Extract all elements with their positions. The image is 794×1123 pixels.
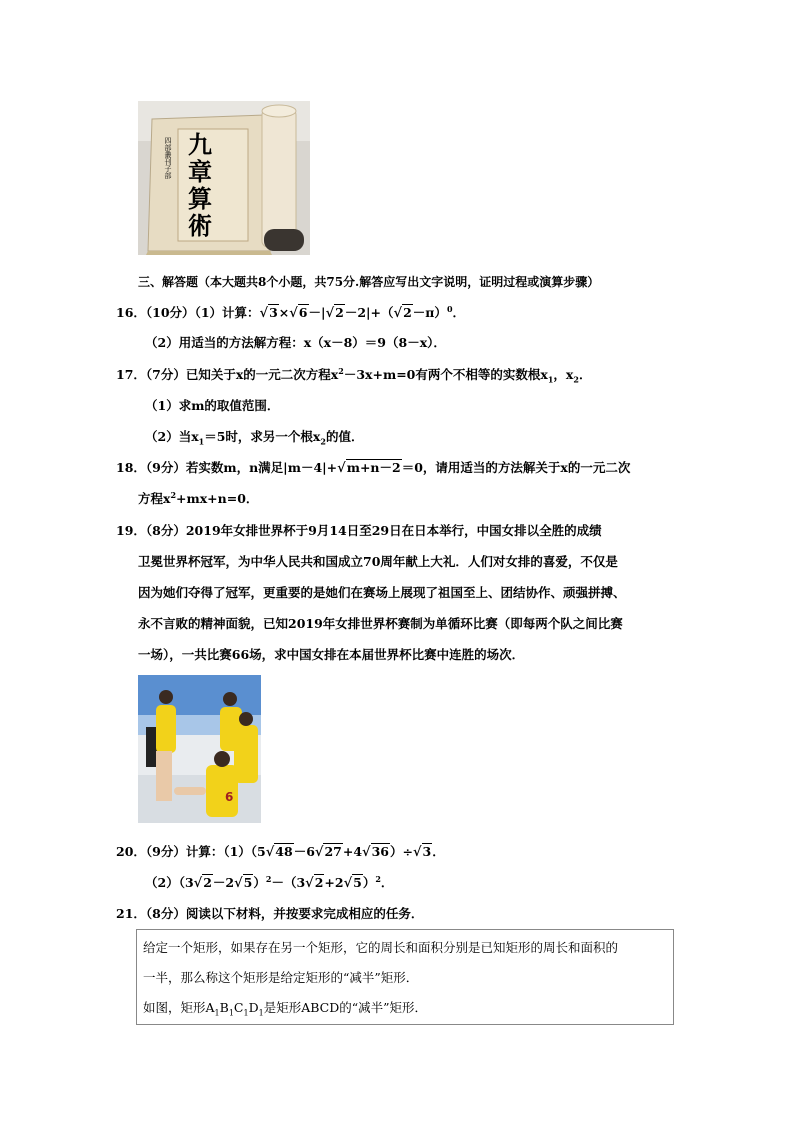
sqrt-expr: √2 <box>193 875 212 891</box>
question-19-line5: 一场），一共比赛66场，求中国女排在本届世界杯比赛中连胜的场次． <box>138 647 525 662</box>
text: +mx+n=0． <box>176 491 259 506</box>
question-16-part2: （2）用适当的方法解方程：x（x－8）＝9（8－x）． <box>145 335 446 350</box>
question-score: （10分） <box>145 305 195 320</box>
text: 的值． <box>325 429 364 444</box>
sqrt-expr: √27 <box>314 844 342 860</box>
sqrt-expr: √3 <box>412 844 432 860</box>
question-18-line2 <box>138 489 258 507</box>
sqrt-expr: √36 <box>362 844 389 860</box>
question-number: 16． <box>116 305 146 320</box>
volleyball-illustration <box>138 675 261 823</box>
exponent: 0 <box>446 303 453 314</box>
text: （8分）2019年女排世界杯于9月14日至29日在日本举行，中国女排以全胜的成绩 <box>145 523 602 538</box>
radicand: 36 <box>371 844 389 859</box>
part-label: （1）计算： <box>194 305 260 320</box>
question-19-line2: 卫冕世界杯冠军，为中华人民共和国成立70周年献上大礼．人们对女排的喜爱，不仅是 <box>138 554 618 569</box>
subscript: 1 <box>243 1008 249 1018</box>
radicand: 6 <box>298 305 308 320</box>
radicand: 48 <box>275 844 293 859</box>
subscript: 1 <box>214 1008 220 1018</box>
exponent: 2 <box>265 873 272 884</box>
book-title-char: 章 <box>188 157 212 186</box>
radicand: 2 <box>403 305 412 320</box>
sqrt-expr: √48 <box>265 844 293 860</box>
text: ＝0，请用适当的方法解关于x的一元二次 <box>401 460 631 475</box>
text: （9分）计算：（1）（5 <box>145 844 266 859</box>
question-19-line3: 因为她们夺得了冠军，更重要的是她们在赛场上展现了祖国至上、团结协作、顽强拼搏、 <box>138 585 626 600</box>
jersey-number: 6 <box>225 790 234 804</box>
question-19-line4: 永不言败的精神面貌，已知2019年女排世界杯赛制为单循环比赛（即每两个队之间比赛 <box>138 616 623 631</box>
book-title-char: 算 <box>188 184 212 213</box>
volleyball-team-image <box>138 675 261 823</box>
subscript: 1 <box>228 1008 234 1018</box>
text: ，x <box>553 367 574 382</box>
question-16-line1 <box>116 303 465 321</box>
question-18-line1 <box>116 458 630 476</box>
text: +4 <box>342 844 363 859</box>
text: －2 <box>212 875 235 890</box>
operator: －| <box>308 305 326 320</box>
question-17-line1 <box>116 365 591 385</box>
period: ． <box>452 305 466 320</box>
subscript: 1 <box>547 374 554 385</box>
subscript: 1 <box>198 436 205 447</box>
text: －6 <box>293 844 315 859</box>
definition-line-2: 一半，那么称这个矩形是给定矩形的“减半”矩形． <box>143 970 419 985</box>
operator: －2|+（ <box>344 305 394 320</box>
text: +2 <box>324 875 344 890</box>
text: ）÷ <box>389 844 413 859</box>
question-number: 21． <box>116 906 146 921</box>
text: ． <box>578 367 592 382</box>
question-number: 20． <box>116 844 146 859</box>
subscript: 2 <box>573 374 579 385</box>
subscript: 1 <box>258 1008 264 1018</box>
exponent: 2 <box>375 873 381 884</box>
text: （2）当x <box>145 429 199 444</box>
text: ． <box>380 875 394 890</box>
radicand: 2 <box>314 875 324 890</box>
text: 方程x <box>138 491 171 506</box>
sqrt-expr: √5 <box>234 875 253 891</box>
sqrt-expr: √2 <box>393 305 412 321</box>
subscript: 2 <box>320 436 326 447</box>
radicand: 5 <box>243 875 253 890</box>
text: （2）（3 <box>145 875 194 890</box>
radicand: 3 <box>269 305 278 320</box>
text: （7分）已知关于x的一元二次方程x <box>145 367 339 382</box>
expr-end: －π） <box>412 305 447 320</box>
question-21-line1 <box>116 904 423 922</box>
text: ） <box>362 875 376 890</box>
text: －3x+m=0有两个不相等的实数根x <box>343 367 548 382</box>
question-19-line1 <box>116 521 602 539</box>
radicand: 3 <box>422 844 432 859</box>
question-number: 19． <box>116 523 146 538</box>
radicand: 5 <box>353 875 362 890</box>
sqrt-expr: √2 <box>325 305 344 321</box>
book-side-text: 四部叢刊子部 <box>164 137 172 179</box>
text: （9分）若实数m，n满足|m－4|+ <box>145 460 338 475</box>
text: －（3 <box>271 875 306 890</box>
nine-chapters-book-image <box>138 101 310 255</box>
radicand: 2 <box>335 305 344 320</box>
radicand: m+n－2 <box>346 460 401 475</box>
definition-box <box>136 929 674 1025</box>
text: B <box>219 1000 229 1015</box>
section-heading: 三、解答题（本大题共8个小题，共75分.解答应写出文字说明，证明过程或演算步骤） <box>138 275 600 289</box>
text: C <box>233 1000 244 1015</box>
book-title-char: 九 <box>188 130 212 159</box>
definition-line-1: 给定一个矩形，如果存在另一个矩形，它的周长和面积分别是已知矩形的周长和面积的 <box>143 940 619 955</box>
exponent: 2 <box>170 489 177 500</box>
text: ． <box>432 844 445 859</box>
text: （8分）阅读以下材料，并按要求完成相应的任务． <box>145 906 424 921</box>
question-17-part2 <box>145 427 363 447</box>
question-number: 18． <box>116 460 146 475</box>
sqrt-expr: √3 <box>259 305 278 321</box>
sqrt-expr: √5 <box>343 875 362 891</box>
question-20-line1 <box>116 842 445 860</box>
question-17-part1: （1）求m的取值范围． <box>145 398 280 413</box>
question-20-line2 <box>145 873 393 891</box>
definition-line-3 <box>143 998 427 1018</box>
book-title-char: 術 <box>188 211 212 240</box>
question-number: 17． <box>116 367 146 382</box>
text: ＝5时，求另一个根x <box>204 429 321 444</box>
text: ） <box>253 875 266 890</box>
radicand: 2 <box>203 875 212 890</box>
text: 如图，矩形A <box>143 1000 215 1015</box>
text: D <box>248 1000 259 1015</box>
text: 是矩形ABCD的“减半”矩形． <box>263 1000 428 1015</box>
operator: × <box>278 305 290 320</box>
sqrt-expr: √2 <box>305 875 324 891</box>
sqrt-expr: √6 <box>289 305 308 321</box>
sqrt-expr: √m+n－2 <box>337 460 401 476</box>
exponent: 2 <box>338 365 344 376</box>
radicand: 27 <box>324 844 342 859</box>
